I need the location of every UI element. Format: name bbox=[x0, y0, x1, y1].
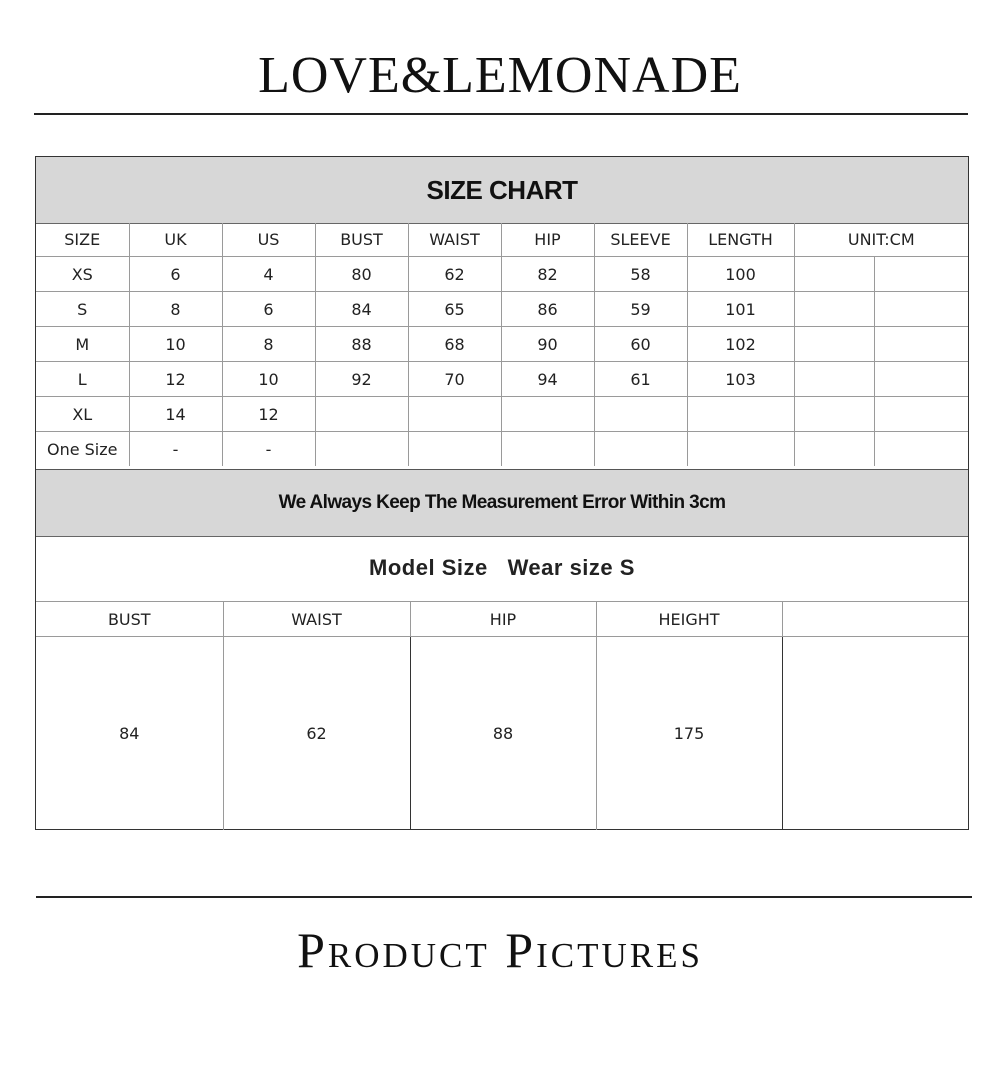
cell: 6 bbox=[129, 257, 222, 292]
empty-cell bbox=[794, 292, 874, 327]
cell bbox=[687, 432, 794, 467]
header-bust: BUST bbox=[315, 223, 408, 257]
cell: 70 bbox=[408, 362, 501, 397]
model-empty-value bbox=[782, 637, 968, 831]
brand-title: LOVE&LEMONADE bbox=[258, 47, 742, 104]
model-table bbox=[36, 601, 968, 830]
cell: 10 bbox=[129, 327, 222, 362]
table-row bbox=[36, 362, 968, 397]
cell: M bbox=[36, 327, 129, 362]
cell: S bbox=[36, 292, 129, 327]
cell: 61 bbox=[594, 362, 687, 397]
cell: 58 bbox=[594, 257, 687, 292]
header-length: LENGTH bbox=[687, 223, 794, 257]
cell: L bbox=[36, 362, 129, 397]
bottom-divider bbox=[36, 896, 972, 898]
model-header-height: HEIGHT bbox=[596, 602, 782, 637]
cell bbox=[594, 432, 687, 467]
empty-cell bbox=[874, 397, 968, 432]
cell: 60 bbox=[594, 327, 687, 362]
model-waist-value: 62 bbox=[223, 637, 410, 831]
model-header-hip: HIP bbox=[410, 602, 596, 637]
cell: 82 bbox=[501, 257, 594, 292]
cell: 62 bbox=[408, 257, 501, 292]
cell: 90 bbox=[501, 327, 594, 362]
table-row bbox=[36, 257, 968, 292]
cell: 10 bbox=[222, 362, 315, 397]
model-header-waist: WAIST bbox=[223, 602, 410, 637]
model-size-bar bbox=[36, 535, 968, 602]
cell: 12 bbox=[222, 397, 315, 432]
empty-cell bbox=[874, 327, 968, 362]
cell: 65 bbox=[408, 292, 501, 327]
cell: 101 bbox=[687, 292, 794, 327]
cell bbox=[315, 397, 408, 432]
empty-cell bbox=[874, 432, 968, 467]
cell: 68 bbox=[408, 327, 501, 362]
table-row bbox=[36, 327, 968, 362]
model-size-label: Model Size bbox=[369, 555, 488, 580]
product-pictures-title: Product Pictures bbox=[297, 922, 703, 978]
size-table bbox=[36, 223, 968, 466]
cell bbox=[687, 397, 794, 432]
empty-cell bbox=[794, 432, 874, 467]
table-row bbox=[36, 397, 968, 432]
empty-cell bbox=[794, 257, 874, 292]
header-unit: UNIT:CM bbox=[794, 223, 968, 257]
cell: 12 bbox=[129, 362, 222, 397]
cell bbox=[501, 432, 594, 467]
cell: 86 bbox=[501, 292, 594, 327]
header-uk: UK bbox=[129, 223, 222, 257]
empty-cell bbox=[874, 292, 968, 327]
cell: 4 bbox=[222, 257, 315, 292]
header-size: SIZE bbox=[36, 223, 129, 257]
cell: - bbox=[129, 432, 222, 467]
cell: 80 bbox=[315, 257, 408, 292]
cell bbox=[408, 432, 501, 467]
cell: 94 bbox=[501, 362, 594, 397]
model-height-value: 175 bbox=[596, 637, 782, 831]
model-table-header bbox=[36, 602, 968, 637]
spacer bbox=[488, 555, 508, 581]
header-hip: HIP bbox=[501, 223, 594, 257]
cell: XS bbox=[36, 257, 129, 292]
cell: 92 bbox=[315, 362, 408, 397]
cell: XL bbox=[36, 397, 129, 432]
model-header-bust: BUST bbox=[36, 602, 223, 637]
size-chart-sheet bbox=[35, 156, 969, 830]
cell: 8 bbox=[129, 292, 222, 327]
cell: - bbox=[222, 432, 315, 467]
header-waist: WAIST bbox=[408, 223, 501, 257]
cell: 88 bbox=[315, 327, 408, 362]
size-table-header bbox=[36, 223, 968, 257]
cell bbox=[501, 397, 594, 432]
empty-cell bbox=[794, 362, 874, 397]
header-sleeve: SLEEVE bbox=[594, 223, 687, 257]
header-us: US bbox=[222, 223, 315, 257]
model-table-values bbox=[36, 637, 968, 831]
model-wear-size: Wear size S bbox=[507, 555, 635, 580]
cell: 100 bbox=[687, 257, 794, 292]
empty-cell bbox=[874, 362, 968, 397]
cell: 103 bbox=[687, 362, 794, 397]
model-hip-value: 88 bbox=[410, 637, 596, 831]
cell bbox=[594, 397, 687, 432]
model-bust-value: 84 bbox=[36, 637, 223, 831]
cell: 6 bbox=[222, 292, 315, 327]
cell: 84 bbox=[315, 292, 408, 327]
empty-cell bbox=[794, 327, 874, 362]
empty-cell bbox=[794, 397, 874, 432]
cell: One Size bbox=[36, 432, 129, 467]
cell: 14 bbox=[129, 397, 222, 432]
cell: 8 bbox=[222, 327, 315, 362]
table-row bbox=[36, 432, 968, 467]
table-row bbox=[36, 292, 968, 327]
cell: 59 bbox=[594, 292, 687, 327]
cell: 102 bbox=[687, 327, 794, 362]
top-divider bbox=[34, 113, 968, 115]
measurement-note: We Always Keep The Measurement Error Within 3cm bbox=[36, 469, 968, 537]
model-header-empty bbox=[782, 602, 968, 637]
cell bbox=[315, 432, 408, 467]
size-chart-title: SIZE CHART bbox=[36, 157, 968, 224]
empty-cell bbox=[874, 257, 968, 292]
cell bbox=[408, 397, 501, 432]
